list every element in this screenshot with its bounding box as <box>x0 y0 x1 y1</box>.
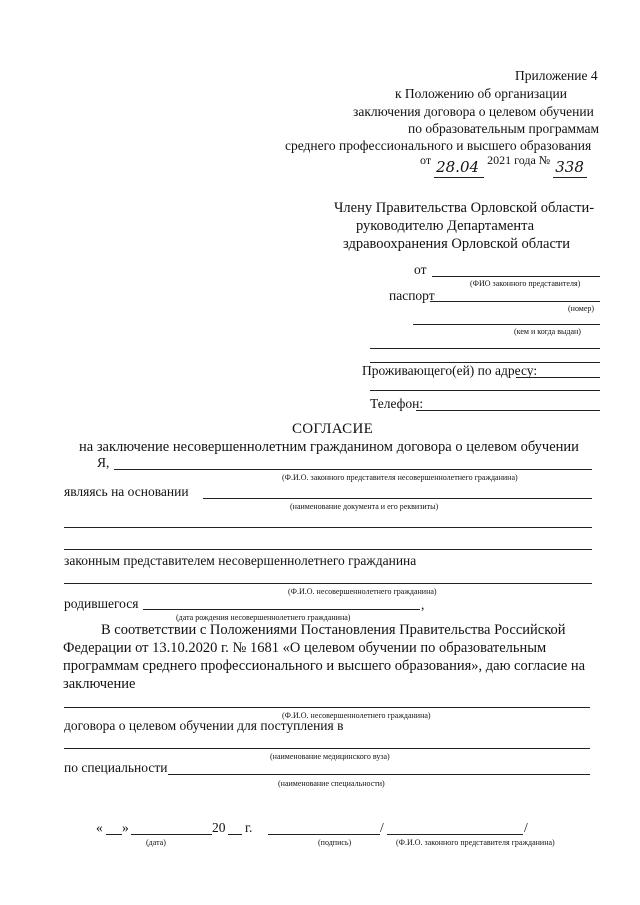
addressee-line-2: руководителю Департамента <box>356 218 535 234</box>
address-field[interactable] <box>516 377 600 378</box>
appendix-line-2: к Положению об организации <box>395 86 567 101</box>
date-hint: (дата) <box>146 838 166 847</box>
document-title: СОГЛАСИЕ <box>292 421 374 437</box>
contract-label: договора о целевом обучении для поступления в <box>64 718 344 733</box>
quote-open: « <box>96 820 103 835</box>
legal-rep-label: законным представителем несовершеннолетнего гражданина <box>64 553 417 568</box>
minor-hint-2: (Ф.И.О. несовершеннолетнего гражданина) <box>282 711 431 720</box>
day-field[interactable] <box>106 834 122 835</box>
born-hint: (дата рождения несовершеннолетнего гражданина) <box>176 613 351 622</box>
phone-label: Телефон: <box>370 396 424 411</box>
appendix-line-5: среднего профессионального и высшего образования <box>285 138 592 153</box>
from-label: от <box>414 262 427 277</box>
born-field[interactable] <box>143 609 420 610</box>
handwritten-date: 28.04 <box>436 158 480 176</box>
paragraph-line-4: заключение <box>63 676 136 692</box>
appendix-line-3: заключения договора о целевом обучении <box>353 104 594 119</box>
minor-name-field-2[interactable] <box>64 707 590 708</box>
month-field[interactable] <box>131 834 212 835</box>
phone-field[interactable] <box>416 410 600 411</box>
ya-label: Я, <box>97 455 110 470</box>
passport-hint: (номер) <box>568 304 595 313</box>
minor-hint: (Ф.И.О. несовершеннолетнего гражданина) <box>288 587 437 596</box>
paragraph-line-2: Федерации от 13.10.2020 г. № 1681 «О целевом обучении по образовательным <box>63 640 547 656</box>
quote-close: » <box>122 820 129 835</box>
from-field[interactable] <box>432 276 600 277</box>
from-hint: (ФИО законного представителя) <box>470 279 581 288</box>
basis-hint: (наименование документа и его реквизиты) <box>290 502 439 511</box>
basis-field[interactable] <box>203 498 592 499</box>
university-hint: (наименование медицинского вуза) <box>270 752 390 761</box>
signer-name-field[interactable] <box>387 834 523 835</box>
ya-hint: (Ф.И.О. законного представителя несовершеннолетнего гражданина) <box>282 473 518 482</box>
ya-field[interactable] <box>114 469 592 470</box>
address-label: Проживающего(ей) по адресу: <box>362 363 538 378</box>
date-prefix: от <box>420 153 432 167</box>
minor-name-field[interactable] <box>64 583 592 584</box>
born-comma: , <box>421 597 425 612</box>
date-suffix: 2021 года № <box>487 153 551 167</box>
paragraph-line-3: программам среднего профессионального и высшего образования», даю согласие на <box>63 658 586 674</box>
passport-label: паспорт <box>389 288 435 303</box>
specialty-hint: (наименование специальности) <box>278 779 385 788</box>
born-label: родившегося <box>64 596 139 611</box>
passport-field[interactable] <box>430 301 600 302</box>
slash-1: / <box>380 820 384 835</box>
signature-field[interactable] <box>268 834 380 835</box>
specialty-label: по специальности <box>64 760 168 775</box>
sign-hint: (подпись) <box>318 838 352 847</box>
address-field-2[interactable] <box>370 390 600 391</box>
issued-hint: (кем и когда выдан) <box>514 327 581 336</box>
year-field[interactable] <box>228 834 242 835</box>
appendix-line-4: по образовательным программам <box>408 121 600 136</box>
issued-field[interactable] <box>413 324 600 325</box>
year-suffix: г. <box>245 820 253 835</box>
basis-label: являясь на основании <box>64 484 189 499</box>
appendix-title: Приложение 4 <box>515 68 598 83</box>
basis-field-3[interactable] <box>64 549 592 550</box>
document-subtitle: на заключение несовершеннолетним гражданином договора о целевом обучении <box>79 439 579 455</box>
appendix-date-row <box>420 153 587 176</box>
addressee-line-3: здравоохранения Орловской области <box>343 236 570 252</box>
university-field[interactable] <box>64 748 590 749</box>
addressee-line-1: Члену Правительства Орловской области- <box>334 200 595 216</box>
paragraph-line-1: В соответствии с Положениями Постановления Правительства Российской <box>101 622 566 638</box>
handwritten-number: 338 <box>555 158 584 176</box>
slash-2: / <box>524 820 528 835</box>
signer-name-hint: (Ф.И.О. законного представителя гражданина) <box>396 838 555 847</box>
basis-field-2[interactable] <box>64 527 592 528</box>
specialty-field[interactable] <box>168 774 590 775</box>
issued-field-2[interactable] <box>370 348 600 349</box>
year-prefix: 20 <box>212 820 226 835</box>
